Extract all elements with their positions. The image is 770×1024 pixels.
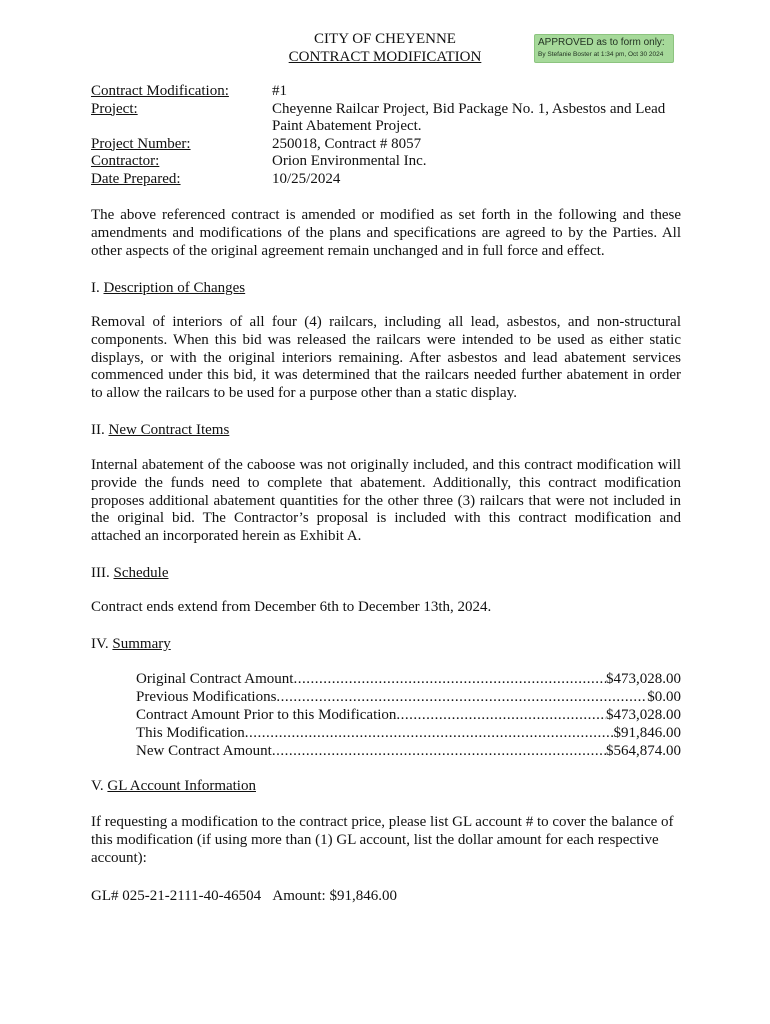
description-paragraph: Removal of interiors of all four (4) railcars, including all lead, asbestos, and non-structural components. When this bid was released the railcars were intended to be used as either static displays, or with the original interiors remaining. After asbestos and lead abatement services commenced under this bid, it was determined that the railcars needed further abatement in order to allow the railcars to be used for a purpose other than a static display. <box>91 314 681 402</box>
modification-value: #1 <box>272 83 287 99</box>
gl-account-paragraph: If requesting a modification to the contract price, please list GL account # to cover the balance of this modification (if using more than (1) GL account, list the dollar amount for each respective account): <box>91 814 674 866</box>
project-value: Cheyenne Railcar Project, Bid Package No. 1, Asbestos and Lead Paint Abatement Project. <box>272 100 666 134</box>
intro-paragraph: The above referenced contract is amended or modified as set forth in the following and these amendments and modifications of the plans and specifications are agreed to by the Parties. All other aspects of the original agreement remain unchanged and in full force and effect. <box>91 207 681 259</box>
gl-account-number: GL# 025-21-2111-40-46504 <box>91 888 262 904</box>
section-heading-description: I. Description of Changes <box>91 280 246 296</box>
document-title-city: CITY OF CHEYENNE <box>314 31 456 47</box>
approval-stamp-signer: By Stefanie Boster at 1:34 pm, Oct 30 2024 <box>538 51 664 58</box>
approval-stamp-text: APPROVED as to form only: <box>538 37 665 48</box>
date-label: Date Prepared: <box>91 170 181 187</box>
section-heading-summary: IV. Summary <box>91 636 171 652</box>
project-number-label: Project Number: <box>91 135 191 152</box>
section-heading-gl-account: V. GL Account Information <box>91 778 256 794</box>
section-heading-new-items: II. New Contract Items <box>91 422 230 438</box>
summary-table <box>136 670 681 760</box>
section-heading-schedule: III. Schedule <box>91 565 169 581</box>
project-label: Project: <box>91 100 138 117</box>
date-value: 10/25/2024 <box>272 170 341 187</box>
summary-row: This Modification ..... $91,846.00 <box>136 724 681 742</box>
modification-label: Contract Modification: <box>91 83 229 99</box>
contractor-value: Orion Environmental Inc. <box>272 153 427 169</box>
document-title: CONTRACT MODIFICATION <box>288 49 482 65</box>
gl-account-amount: Amount: $91,846.00 <box>272 888 397 904</box>
summary-row: Original Contract Amount ..... $473,028.00 <box>136 670 681 688</box>
summary-row: Previous Modifications ..... $0.00 <box>136 688 681 706</box>
approval-stamp <box>534 34 674 63</box>
summary-row: Contract Amount Prior to this Modification ..... $473,028.00 <box>136 706 681 724</box>
summary-row: New Contract Amount ..... $564,874.00 <box>136 742 681 760</box>
contractor-label: Contractor: <box>91 153 160 169</box>
schedule-paragraph: Contract ends extend from December 6th to December 13th, 2024. <box>91 599 492 615</box>
project-number-value: 250018, Contract # 8057 <box>272 135 422 152</box>
new-items-paragraph: Internal abatement of the caboose was not originally included, and this contract modification will provide the funds need to complete that abatement. Additionally, this contract modification proposes additional abatement quantities for the other three (3) railcars that were not included in the original bid. The Contractor’s proposal is included with this contract modification and attached an incorporated herein as Exhibit A. <box>91 457 681 545</box>
gl-account-line <box>91 887 397 905</box>
